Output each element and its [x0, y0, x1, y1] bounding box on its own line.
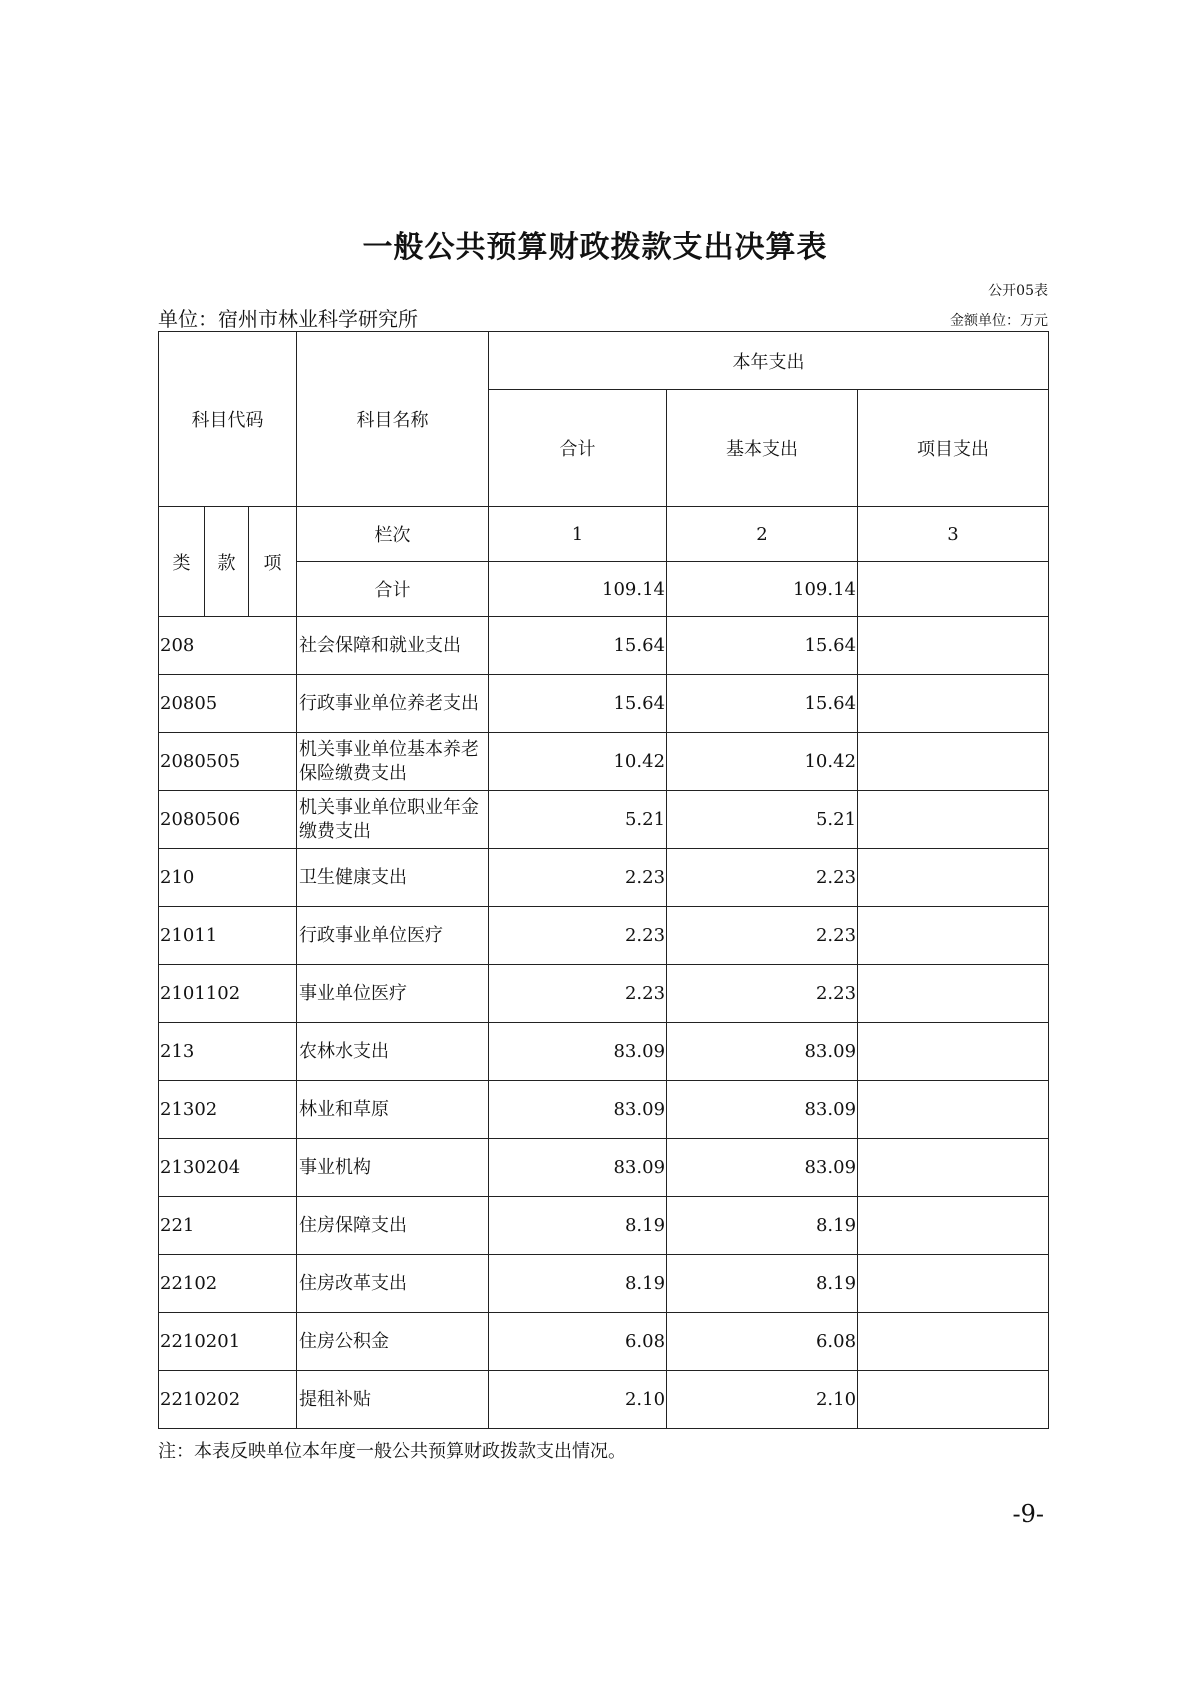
row-basic: 83.09: [667, 1081, 858, 1139]
row-code: 2080506: [159, 791, 297, 849]
row-total: 2.10: [489, 1371, 667, 1429]
row-code: 2210201: [159, 1313, 297, 1371]
row-name: 林业和草原: [297, 1081, 489, 1139]
row-basic: 8.19: [667, 1255, 858, 1313]
sum-total: 109.14: [489, 562, 667, 617]
row-project: [858, 1255, 1049, 1313]
amount-unit: 金额单位：万元: [950, 313, 1048, 329]
table-row: [159, 965, 1049, 1023]
row-code: 20805: [159, 675, 297, 733]
table-row: [159, 733, 1049, 791]
page-number: -9-: [1012, 1500, 1044, 1528]
row-project: [858, 1023, 1049, 1081]
row-project: [858, 1197, 1049, 1255]
header-current-year: 本年支出: [489, 332, 1049, 390]
header-project: 项目支出: [858, 390, 1049, 507]
row-name: 住房保障支出: [297, 1197, 489, 1255]
table-row: [159, 907, 1049, 965]
row-total: 83.09: [489, 1023, 667, 1081]
row-name: 农林水支出: [297, 1023, 489, 1081]
row-basic: 5.21: [667, 791, 858, 849]
row-name: 提租补贴: [297, 1371, 489, 1429]
form-number: 公开05表: [988, 283, 1048, 299]
row-total: 2.23: [489, 907, 667, 965]
header-lei: 类: [159, 507, 205, 617]
sum-label: 合计: [297, 562, 489, 617]
col-index-3: 3: [858, 507, 1049, 562]
row-project: [858, 849, 1049, 907]
table-row: [159, 1023, 1049, 1081]
row-project: [858, 791, 1049, 849]
header-total: 合计: [489, 390, 667, 507]
row-total: 5.21: [489, 791, 667, 849]
row-code: 21302: [159, 1081, 297, 1139]
row-project: [858, 675, 1049, 733]
row-total: 6.08: [489, 1313, 667, 1371]
row-code: 2101102: [159, 965, 297, 1023]
table-row: [159, 675, 1049, 733]
row-name: 事业机构: [297, 1139, 489, 1197]
row-name: 社会保障和就业支出: [297, 617, 489, 675]
row-total: 83.09: [489, 1081, 667, 1139]
row-code: 208: [159, 617, 297, 675]
row-basic: 2.10: [667, 1371, 858, 1429]
row-total: 83.09: [489, 1139, 667, 1197]
row-project: [858, 965, 1049, 1023]
row-total: 2.23: [489, 965, 667, 1023]
row-code: 210: [159, 849, 297, 907]
table-row: [159, 1139, 1049, 1197]
table-row: [159, 791, 1049, 849]
table-row: [159, 617, 1049, 675]
row-project: [858, 1081, 1049, 1139]
row-name: 机关事业单位基本养老保险缴费支出: [297, 733, 489, 791]
row-basic: 2.23: [667, 907, 858, 965]
row-project: [858, 1313, 1049, 1371]
table-row: [159, 1255, 1049, 1313]
table-row: [159, 849, 1049, 907]
row-basic: 10.42: [667, 733, 858, 791]
row-basic: 2.23: [667, 849, 858, 907]
row-code: 2080505: [159, 733, 297, 791]
row-total: 8.19: [489, 1197, 667, 1255]
row-project: [858, 907, 1049, 965]
row-project: [858, 733, 1049, 791]
header-column-no: 栏次: [297, 507, 489, 562]
row-basic: 83.09: [667, 1023, 858, 1081]
table-row: [159, 1371, 1049, 1429]
header-code: 科目代码: [159, 332, 297, 507]
sum-project: [858, 562, 1049, 617]
header-kuan: 款: [205, 507, 249, 617]
header-basic: 基本支出: [667, 390, 858, 507]
row-code: 213: [159, 1023, 297, 1081]
row-basic: 2.23: [667, 965, 858, 1023]
row-total: 10.42: [489, 733, 667, 791]
row-name: 事业单位医疗: [297, 965, 489, 1023]
row-code: 2130204: [159, 1139, 297, 1197]
row-code: 2210202: [159, 1371, 297, 1429]
col-index-1: 1: [489, 507, 667, 562]
col-index-2: 2: [667, 507, 858, 562]
row-project: [858, 1371, 1049, 1429]
unit-label: 单位：宿州市林业科学研究所: [158, 307, 418, 331]
row-basic: 83.09: [667, 1139, 858, 1197]
row-basic: 15.64: [667, 617, 858, 675]
row-total: 15.64: [489, 617, 667, 675]
budget-table: [158, 331, 1049, 1429]
table-row: [159, 1081, 1049, 1139]
row-project: [858, 1139, 1049, 1197]
row-name: 住房改革支出: [297, 1255, 489, 1313]
row-name: 行政事业单位养老支出: [297, 675, 489, 733]
row-name: 机关事业单位职业年金缴费支出: [297, 791, 489, 849]
header-name: 科目名称: [297, 332, 489, 507]
row-code: 21011: [159, 907, 297, 965]
row-basic: 8.19: [667, 1197, 858, 1255]
table-row: [159, 1197, 1049, 1255]
row-code: 221: [159, 1197, 297, 1255]
row-name: 行政事业单位医疗: [297, 907, 489, 965]
row-total: 8.19: [489, 1255, 667, 1313]
row-name: 卫生健康支出: [297, 849, 489, 907]
sum-basic: 109.14: [667, 562, 858, 617]
row-basic: 15.64: [667, 675, 858, 733]
row-code: 22102: [159, 1255, 297, 1313]
footnote: 注：本表反映单位本年度一般公共预算财政拨款支出情况。: [158, 1441, 626, 1462]
row-total: 15.64: [489, 675, 667, 733]
row-name: 住房公积金: [297, 1313, 489, 1371]
row-total: 2.23: [489, 849, 667, 907]
row-basic: 6.08: [667, 1313, 858, 1371]
header-xiang: 项: [249, 507, 297, 617]
table-row: [159, 1313, 1049, 1371]
row-project: [858, 617, 1049, 675]
page-title: 一般公共预算财政拨款支出决算表: [362, 230, 828, 265]
